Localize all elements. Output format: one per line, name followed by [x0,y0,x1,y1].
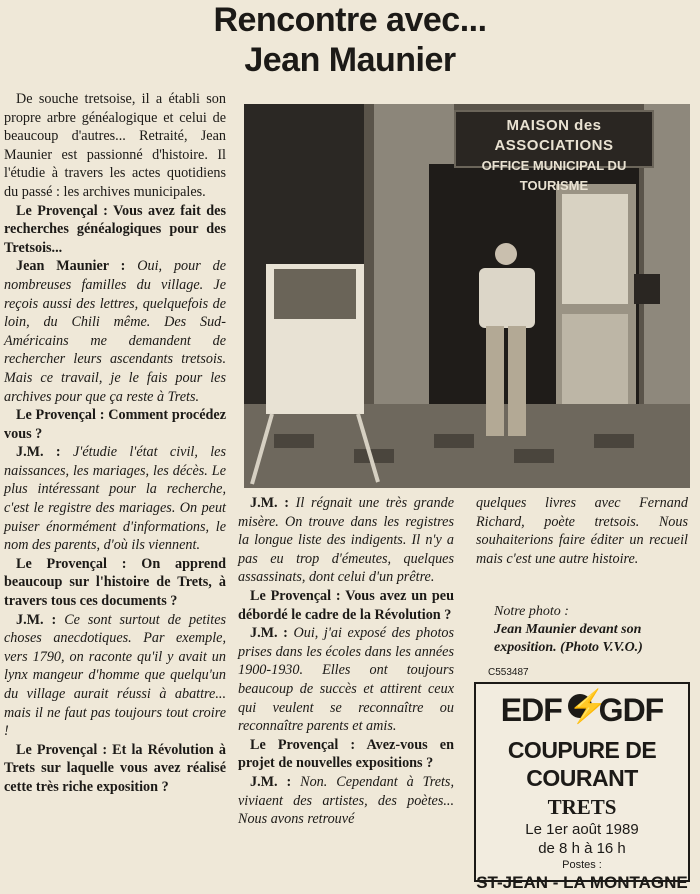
ad-city: TRETS [547,795,617,819]
question-1: Le Provençal : Vous avez fait des recherches généalogiques pour des Tretsois... [4,202,226,256]
photo-caption [490,603,690,657]
caption-line2: Jean Maunier devant son exposition. (Photo V.V.O.) [494,622,643,655]
lightning-icon: ⚡ [568,688,608,724]
ad-place: ST-JEAN - LA MONTAGNE [476,873,688,892]
ad-date: Le 1er août 1989 [525,821,639,838]
column-2 [238,494,454,829]
ad-postes-label: Postes : [562,859,602,871]
answer-text: Il régnait une très grande misère. On trouve dans les registres la longue liste des indigents. Il n'y a pas eu trop d'émeutes, quelques assassinats, dont celui d'un prêtre. [238,495,454,586]
ad-headline: COUPURE DE COURANT [507,737,657,791]
column-3 [476,494,688,568]
question-5: Le Provençal : Vous avez un peu débordé le cadre de la Révolution ? [238,587,454,623]
question-2: Le Provençal : Comment procédez vous ? [4,407,226,442]
speaker: J.M. : [16,611,57,628]
edf-gdf-logo [484,688,680,732]
speaker: J.M. : [250,773,292,790]
answer-text: quelques livres avec Fernand Richard, poète tretsois. Nous souhaiterions faire éditer un recueil mais c'est une autre histoire. [476,495,688,567]
sign-line1: MAISON des ASSOCIATIONS [494,117,614,154]
question-3: Le Provençal : On apprend beaucoup sur l'histoire de Trets, à travers tous ces documents ? [4,555,226,610]
ad-code: C553487 [488,667,529,678]
answer-3 [4,611,226,741]
logo-edf: EDF [500,692,562,728]
answer-1 [4,257,226,406]
headline-line2: Jean Maunier [244,41,456,79]
answer-text: Oui, j'ai exposé des photos prises dans les écoles dans les années 1900-1930. Elles ont toujours beaucoup de succès et attirent ceux qui veulent se reconnaître ou reconnaître parents et amis. [238,625,454,735]
answer-2 [4,443,226,555]
caption-line1: Notre photo : [494,604,569,619]
answer-6 [238,773,454,829]
question-6: Le Provençal : Avez-vous en projet de nouvelles expositions ? [238,736,454,772]
answer-text: Oui, pour de nombreuses familles du village. Je reçois aussi des lettres, quelquefois de loin, du Chili même. Des Sud-Américains me demandent de rechercher leurs ascendants tretsois. Mais ce travail, je le fais pour les archives pour que ça reste à Trets. [4,258,226,405]
speaker: Jean Maunier : [16,258,126,275]
photo-maison-des-associations [244,104,690,488]
logo-gdf: GDF [598,692,664,728]
headline-line1: Rencontre avec... [213,1,487,39]
speaker: J.M. : [16,444,61,461]
speaker: J.M. : [250,625,288,642]
answer-text: J'étudie l'état civil, les naissances, les mariages, les décès. Le plus intéressant pour la recherche, c'est le registre des mariages. On peut puiser énormément d'informations, le nom des parents, d'où ils viennent. [4,444,226,554]
column-1 [4,90,226,797]
building-sign [454,110,654,193]
answer-5 [238,624,454,736]
question-4: Le Provençal : Et la Révolution à Trets sur laquelle vous avez réalisé cette très riche exposition ? [4,741,226,795]
answer-text: Non. Cependant à Trets, viviaent des artistes, des poètes... Nous avons retrouvé [238,773,455,828]
headline [120,0,580,80]
intro-paragraph: De souche tretsoise, il a établi son propre arbre généalogique et celui de beaucoup d'autres... Retraité, Jean Maunier est passionné d'histoire. Il l'étudie à travers les actes quotidiens du passé : les archives municipales. [4,91,226,200]
edf-gdf-ad [474,682,690,892]
speaker: J.M. : [250,495,289,511]
answer-6-continued [476,494,688,568]
answer-text: Ce sont surtout de petites choses anecdotiques. Par exemple, vers 1790, on raconte qu'il y avait un lynx mangeur d'homme que quelqu'un du village aurait réussi à abattre... mais il ne faut pas toujours tout croire ! [4,611,227,740]
answer-4 [238,494,454,587]
sign-line2: OFFICE MUNICIPAL DU TOURISME [481,158,627,193]
ad-hours: de 8 h à 16 h [538,840,626,857]
